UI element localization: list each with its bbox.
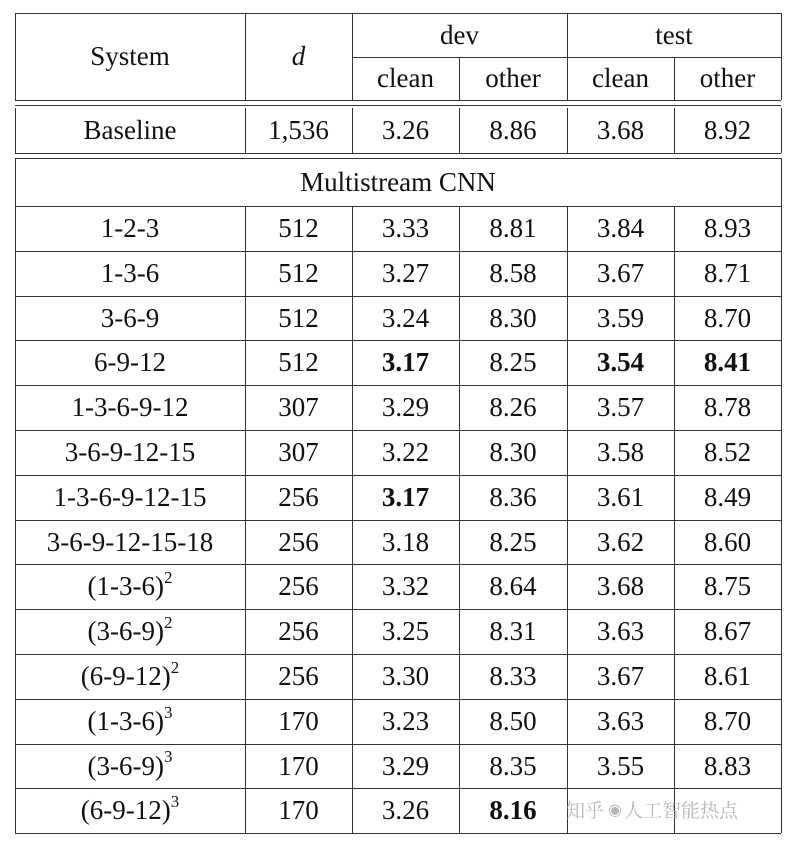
header-rule-1 [15, 100, 781, 101]
row-system: (6-9-12) $^2$ [80, 657, 180, 691]
row-test-other-text: 8.93 [703, 213, 752, 243]
row-dev-other [459, 564, 567, 609]
row-dev-clean [352, 206, 459, 251]
row-system [15, 385, 245, 430]
row-dev-other [459, 340, 567, 385]
baseline-system-text: Baseline [83, 115, 177, 145]
row-test-other-text: 8.52 [703, 437, 752, 467]
baseline-vrule [781, 108, 782, 153]
row-system-text: 3-6-9-12-15 [64, 437, 196, 467]
baseline-test-other-text: 8.92 [703, 115, 752, 145]
row-dev-other-text: 8.36 [489, 482, 537, 512]
row-d-text: 307 [278, 437, 319, 467]
row-test-other [674, 340, 781, 385]
row-dev-other [459, 206, 567, 251]
row-test-other-text: 8.70 [703, 706, 752, 736]
row-dev-other-text: 8.50 [489, 706, 537, 736]
row-d [245, 744, 352, 788]
d-header-text: d [291, 41, 306, 71]
row-test-other-text: 8.61 [703, 661, 752, 691]
row-dev-other-text: 8.26 [489, 392, 537, 422]
row-dev-clean [352, 564, 459, 609]
row-dev-other-text: 8.35 [489, 750, 537, 781]
row-system: (6-9-12) $^3$ [80, 791, 180, 825]
row-test-other [674, 520, 781, 564]
row-system [15, 475, 245, 520]
watermark-text: 人工智能热点 [623, 799, 738, 822]
row-dev-other [459, 520, 567, 564]
row-test-clean-text: 3.55 [596, 750, 645, 781]
row-dev-other-text: 8.30 [489, 437, 537, 467]
row-dev-clean-text: 3.29 [381, 750, 430, 781]
row-d [245, 788, 352, 833]
row-system-text: (3-6-9) [87, 616, 164, 646]
row-d-text: 170 [278, 750, 319, 781]
section-title-text: Multistream CNN [300, 166, 496, 197]
row-d [245, 296, 352, 340]
row-dev-other [459, 609, 567, 654]
row-d [245, 475, 352, 520]
row-d-text: 170 [278, 706, 319, 736]
section-vrule [781, 158, 782, 206]
row-dev-other-text: 8.31 [489, 616, 537, 646]
row-system-text: 1-3-6 [100, 258, 160, 288]
row-system-text: 3-6-9-12-15-18 [46, 526, 214, 557]
row-test-clean [567, 654, 674, 699]
row-test-clean-text: 3.62 [596, 526, 645, 557]
row-system [15, 340, 245, 385]
row-dev-clean [352, 744, 459, 788]
row-dev-clean [352, 296, 459, 340]
row-dev-other [459, 654, 567, 699]
row-dev-clean [352, 340, 459, 385]
row-test-clean-text: 3.57 [596, 392, 645, 422]
row-dev-other-text: 8.25 [489, 526, 537, 557]
header-rule-2 [15, 105, 781, 106]
row-system-text: (3-6-9) [87, 750, 164, 781]
row-dev-other-text: 8.64 [489, 571, 537, 601]
watermark-text: 知乎 [566, 799, 605, 822]
row-system-text: (6-9-12) [80, 661, 171, 691]
row-test-clean-text: 3.59 [596, 302, 645, 333]
row-dev-other-text: 8.33 [489, 661, 537, 691]
row-dev-clean-text: 3.33 [381, 213, 430, 243]
test-other-header-text: other [699, 63, 756, 93]
row-dev-clean-text: 3.17 [381, 347, 430, 377]
row-d-text: 512 [278, 302, 319, 333]
row-test-other-text: 8.78 [703, 392, 752, 422]
row-test-other-text: 8.70 [703, 302, 752, 333]
row-dev-clean-text: 3.18 [381, 526, 430, 557]
row-system [15, 520, 245, 564]
row-d-text: 307 [278, 392, 319, 422]
row-d-text: 170 [278, 795, 319, 825]
row-test-clean [567, 430, 674, 475]
row-d-text: 256 [278, 526, 319, 557]
dev-clean-header [352, 57, 459, 100]
header-vrule [781, 13, 782, 100]
baseline-d-text: 1,536 [268, 115, 329, 145]
row-test-other-text: 8.83 [703, 750, 752, 781]
row-dev-clean-text: 3.17 [381, 482, 430, 512]
row-d-text: 256 [278, 661, 319, 691]
dev-header-text: dev [440, 19, 479, 50]
row-test-clean [567, 475, 674, 520]
baseline-test-clean-text: 3.68 [596, 115, 645, 145]
row-system-text: (6-9-12) [80, 795, 171, 825]
test-clean-header-text: clean [592, 63, 649, 93]
row-dev-clean [352, 520, 459, 564]
baseline-dev-other [459, 108, 567, 153]
section-title [15, 158, 781, 206]
row-test-other [674, 564, 781, 609]
baseline-dev-clean [352, 108, 459, 153]
row-test-clean [567, 744, 674, 788]
row-dev-clean [352, 654, 459, 699]
row-dev-clean [352, 609, 459, 654]
row-dev-clean-text: 3.30 [381, 661, 430, 691]
row-test-clean [567, 609, 674, 654]
row-system [15, 296, 245, 340]
baseline-system [15, 108, 245, 153]
row-test-clean-text: 3.54 [596, 347, 645, 377]
row-d [245, 430, 352, 475]
row-dev-clean-text: 3.26 [381, 795, 430, 825]
row-system: (1-3-6) $^3$ [87, 702, 173, 736]
row-test-other-text: 8.60 [703, 526, 752, 557]
baseline-dev-clean-text: 3.26 [381, 115, 430, 145]
row-d-text: 256 [278, 482, 319, 512]
row-system: (1-3-6) $^2$ [87, 567, 173, 601]
row-test-clean-text: 3.63 [596, 706, 645, 736]
row-system-text: 1-2-3 [100, 213, 160, 243]
row-test-clean [567, 206, 674, 251]
row-dev-clean [352, 385, 459, 430]
row-test-other [674, 430, 781, 475]
row-dev-other [459, 788, 567, 833]
row-test-clean-text: 3.84 [596, 213, 645, 243]
row-dev-other-text: 8.58 [489, 258, 537, 288]
row-dev-clean-text: 3.22 [381, 437, 430, 467]
row-system [15, 430, 245, 475]
row-d-text: 512 [278, 258, 319, 288]
dev-other-header [459, 57, 567, 100]
dev-header [352, 13, 567, 57]
row-dev-other [459, 251, 567, 296]
row-dev-other [459, 385, 567, 430]
row-system-text: (1-3-6) [87, 706, 164, 736]
row-d [245, 564, 352, 609]
row-dev-clean-text: 3.25 [381, 616, 430, 646]
row-d [245, 654, 352, 699]
row-system-text: 3-6-9 [100, 302, 160, 333]
row-test-clean-text: 3.63 [596, 616, 645, 646]
row-test-other-text: 8.49 [703, 482, 752, 512]
test-header [567, 13, 781, 57]
row-system-text: 1-3-6-9-12-15 [53, 482, 207, 512]
bottom-rule [15, 833, 781, 834]
row-dev-other [459, 296, 567, 340]
row-test-clean [567, 520, 674, 564]
row-test-other-text: 8.75 [703, 571, 752, 601]
row-test-other [674, 296, 781, 340]
row-dev-clean [352, 251, 459, 296]
row-test-other [674, 206, 781, 251]
row-system [15, 206, 245, 251]
row-dev-clean [352, 430, 459, 475]
row-d [245, 609, 352, 654]
row-dev-clean [352, 699, 459, 744]
row-test-other [674, 385, 781, 430]
row-system [15, 251, 245, 296]
row-dev-clean-text: 3.32 [381, 571, 430, 601]
test-clean-header [567, 57, 674, 100]
watermark [566, 795, 738, 823]
test-other-header [674, 57, 781, 100]
row-test-clean [567, 251, 674, 296]
row-test-other [674, 744, 781, 788]
camera-icon: ◉ [608, 799, 622, 819]
row-test-clean [567, 340, 674, 385]
row-d [245, 699, 352, 744]
row-test-other [674, 609, 781, 654]
row-d-text: 256 [278, 571, 319, 601]
row-dev-clean [352, 788, 459, 833]
row-test-clean [567, 385, 674, 430]
row-test-clean [567, 564, 674, 609]
test-header-text: test [655, 19, 693, 50]
row-d [245, 385, 352, 430]
row-system-text: 1-3-6-9-12 [71, 392, 189, 422]
row-dev-clean-text: 3.24 [381, 302, 430, 333]
row-dev-other-text: 8.16 [489, 795, 537, 825]
row-test-clean-text: 3.67 [596, 258, 645, 288]
row-d [245, 520, 352, 564]
row-system-text: 6-9-12 [94, 347, 166, 377]
row-test-other-text: 8.71 [703, 258, 752, 288]
system-header [15, 13, 245, 100]
row-dev-other-text: 8.25 [489, 347, 537, 377]
system-header-text: System [90, 41, 170, 71]
dev-other-header-text: other [485, 63, 541, 93]
baseline-test-clean [567, 108, 674, 153]
row-d-text: 256 [278, 616, 319, 646]
row-test-clean-text: 3.68 [596, 571, 645, 601]
row-d [245, 206, 352, 251]
row-dev-clean-text: 3.29 [381, 392, 430, 422]
row-test-other-text: 8.67 [703, 616, 752, 646]
row-dev-clean-text: 3.23 [381, 706, 430, 736]
row-test-other [674, 699, 781, 744]
row-dev-other-text: 8.30 [489, 302, 537, 333]
row-system: (3-6-9) $^3$ [87, 747, 173, 781]
dev-clean-header-text: clean [377, 63, 434, 93]
d-header [245, 13, 352, 100]
row-d-text: 512 [278, 347, 319, 377]
row-test-clean-text: 3.67 [596, 661, 645, 691]
row-dev-clean-text: 3.27 [381, 258, 430, 288]
row-d-text: 512 [278, 213, 319, 243]
row-test-clean-text: 3.58 [596, 437, 645, 467]
baseline-test-other [674, 108, 781, 153]
row-dev-other [459, 744, 567, 788]
row-dev-clean [352, 475, 459, 520]
row-test-clean [567, 296, 674, 340]
row-dev-other [459, 475, 567, 520]
row-test-other [674, 475, 781, 520]
row-d [245, 251, 352, 296]
row-dev-other [459, 430, 567, 475]
row-dev-other-text: 8.81 [489, 213, 537, 243]
row-system: (3-6-9) $^2$ [87, 612, 173, 646]
row-test-other-text: 8.41 [703, 347, 752, 377]
baseline-d [245, 108, 352, 153]
row-system-text: (1-3-6) [87, 571, 164, 601]
row-test-clean-text: 3.61 [596, 482, 645, 512]
row-d [245, 340, 352, 385]
row-dev-other [459, 699, 567, 744]
row-test-other [674, 251, 781, 296]
data-vrule [781, 206, 782, 833]
row-test-other [674, 654, 781, 699]
baseline-dev-other-text: 8.86 [489, 115, 537, 145]
row-test-clean [567, 699, 674, 744]
baseline-rule-1 [15, 153, 781, 154]
